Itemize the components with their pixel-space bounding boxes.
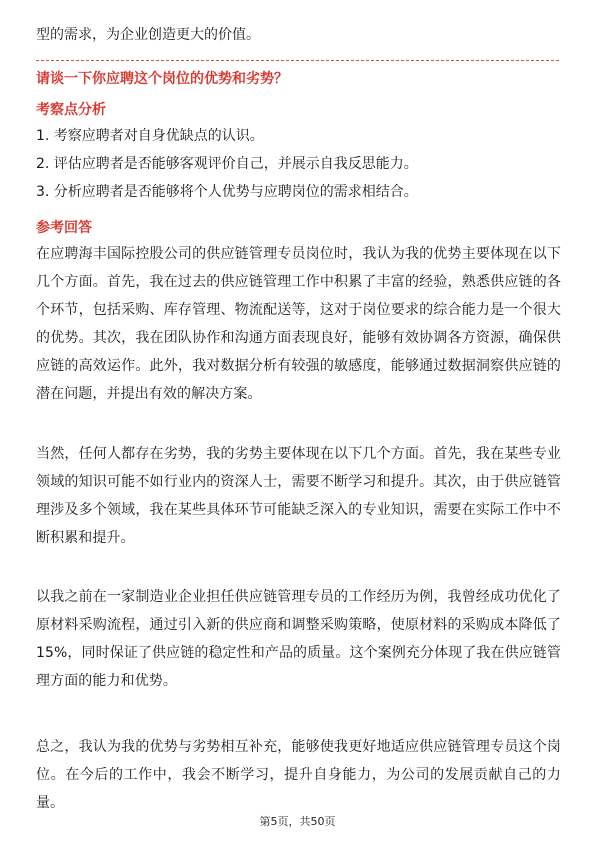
analysis-point: 2. 评估应聘者是否能够客观评价自己，并展示自我反思能力。: [36, 156, 418, 172]
continued-text: 型的需求，为企业创造更大的价值。: [36, 27, 260, 43]
answer-paragraph: 总之，我认为我的优势与劣势相互补充，能够使我更好地适应供应链管理专员这个岗位。在今后的工作中，我会不断学习，提升自身能力，为公司的发展贡献自己的力量。: [36, 739, 561, 811]
answer-paragraph: 以我之前在一家制造业企业担任供应链管理专员的工作经历为例，我曾经成功优化了原材料采购流程，通过引入新的供应商和调整采购策略，使原材料的采购成本降低了15%，同时保证了供应链的稳定性和产品的质量。这个案例充分体现了我在供应链管理方面的能力和优势。: [36, 589, 561, 689]
page-number: 第5页，共50页: [259, 815, 336, 828]
analysis-heading: 考察点分析: [36, 102, 106, 118]
answer-heading: 参考回答: [36, 220, 92, 236]
answer-paragraph: 在应聘海丰国际控股公司的供应链管理专员岗位时，我认为我的优势主要体现在以下几个方面。首先，我在过去的供应链管理工作中积累了丰富的经验，熟悉供应链的各个环节，包括采购、库存管理、物流配送等，这对于岗位要求的综合能力是一个很大的优势。其次，我在团队协作和沟通方面表现良好，能够有效协调各方资源，确保供应链的高效运作。此外，我对数据分析有较强的敏感度，能够通过数据洞察供应链的潜在问题，并提出有效的解决方案。: [36, 246, 561, 402]
section-divider: [36, 60, 559, 61]
analysis-point: 1. 考察应聘者对自身优缺点的认识。: [36, 128, 264, 144]
answer-paragraph: 当然，任何人都存在劣势，我的劣势主要体现在以下几个方面。首先，我在某些专业领域的知识可能不如行业内的资深人士，需要不断学习和提升。其次，由于供应链管理涉及多个领域，我在某些具体环节可能缺乏深入的专业知识，需要在实际工作中不断积累和提升。: [36, 446, 561, 546]
analysis-point: 3. 分析应聘者是否能够将个人优势与应聘岗位的需求相结合。: [36, 184, 418, 200]
question-heading: 请谈一下你应聘这个岗位的优势和劣势？: [36, 71, 288, 87]
analysis-points-list: [36, 122, 561, 206]
